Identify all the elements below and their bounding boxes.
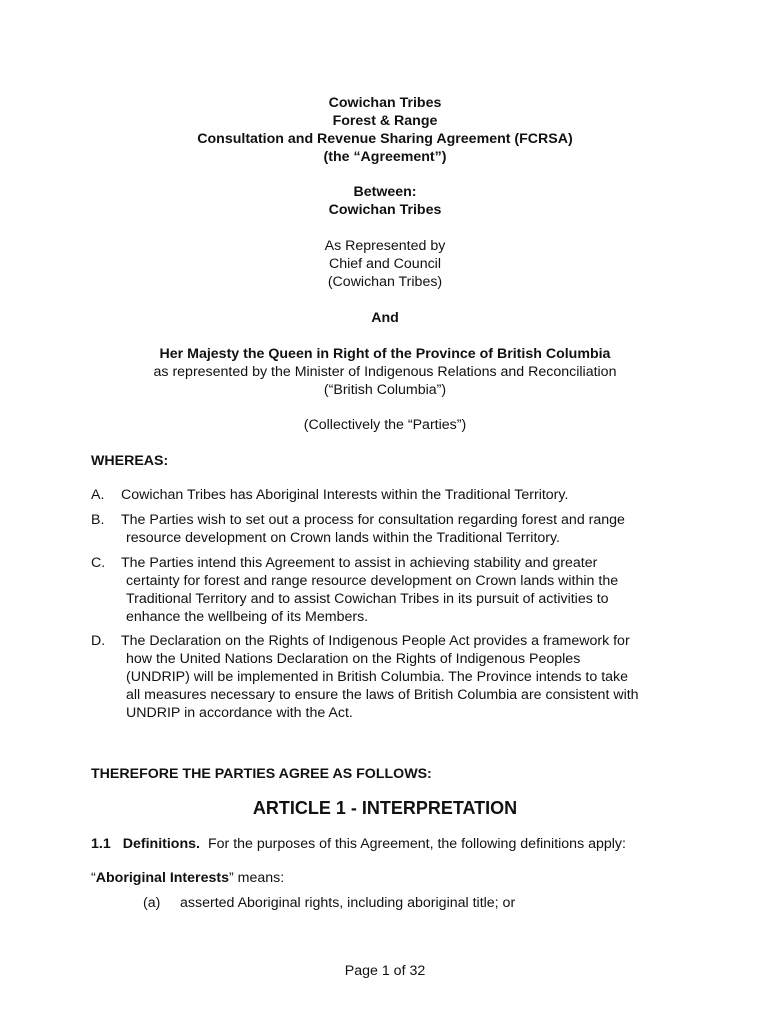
whereas-line: how the United Nations Declaration on the Rights of Indigenous Peoples bbox=[126, 651, 581, 667]
section-text: For the purposes of this Agreement, the following definitions apply: bbox=[207, 836, 626, 852]
whereas-heading: WHEREAS: bbox=[91, 453, 169, 469]
whereas-line: Cowichan Tribes has Aboriginal Interests within the Traditional Territory. bbox=[121, 487, 569, 503]
page-number: Page 1 of 32 bbox=[344, 963, 426, 979]
party-one-short: (Cowichan Tribes) bbox=[327, 274, 443, 290]
whereas-line: all measures necessary to ensure the laws of British Columbia are consistent with bbox=[126, 687, 639, 703]
whereas-line: resource development on Crown lands within the Traditional Territory. bbox=[126, 530, 560, 546]
section-number: 1.1 bbox=[91, 836, 111, 852]
agreement-title-subject: Forest & Range bbox=[332, 113, 438, 129]
whereas-line: (UNDRIP) will be implemented in British Columbia. The Province intends to take bbox=[126, 669, 629, 685]
whereas-line: The Parties wish to set out a process for consultation regarding forest and range bbox=[121, 512, 625, 528]
section-title: Definitions. bbox=[122, 836, 200, 852]
definition-term-line bbox=[91, 869, 284, 887]
whereas-item-text bbox=[121, 486, 681, 504]
definition-means: ” means: bbox=[228, 870, 285, 886]
whereas-item-text bbox=[121, 632, 681, 722]
agreement-short-name: (the “Agreement”) bbox=[323, 149, 447, 165]
chief-and-council-line: Chief and Council bbox=[329, 256, 441, 272]
party-two-represented: as represented by the Minister of Indigenous Relations and Reconciliation bbox=[153, 364, 617, 380]
whereas-line: The Parties intend this Agreement to assist in achieving stability and greater bbox=[121, 555, 598, 571]
whereas-item-text bbox=[121, 554, 681, 626]
between-label: Between: bbox=[353, 184, 417, 200]
party-two-short: (“British Columbia”) bbox=[323, 382, 447, 398]
therefore-heading: THEREFORE THE PARTIES AGREE AS FOLLOWS: bbox=[91, 766, 432, 782]
whereas-item-label: C. bbox=[91, 555, 106, 571]
whereas-line: certainty for forest and range resource development on Crown lands within the bbox=[126, 573, 619, 589]
whereas-line: The Declaration on the Rights of Indigenous People Act provides a framework for bbox=[121, 633, 630, 649]
definition-sub-label: (a) bbox=[143, 895, 161, 911]
whereas-item-label: B. bbox=[91, 512, 105, 528]
article-title: ARTICLE 1 - INTERPRETATION bbox=[252, 798, 518, 818]
whereas-line: enhance the wellbeing of its Members. bbox=[126, 609, 369, 625]
agreement-title-party: Cowichan Tribes bbox=[328, 95, 442, 111]
agreement-title-full: Consultation and Revenue Sharing Agreement (FCRSA) bbox=[197, 131, 573, 147]
section-definitions bbox=[91, 835, 691, 853]
and-label: And bbox=[371, 310, 399, 326]
collectively-parties: (Collectively the “Parties”) bbox=[303, 417, 467, 433]
definition-sub-text: asserted Aboriginal rights, including aboriginal title; or bbox=[180, 895, 516, 911]
represented-by-line: As Represented by bbox=[324, 238, 446, 254]
whereas-item-label: A. bbox=[91, 487, 105, 503]
party-one-name: Cowichan Tribes bbox=[328, 202, 442, 218]
whereas-line: UNDRIP in accordance with the Act. bbox=[126, 705, 353, 721]
whereas-item-label: D. bbox=[91, 633, 106, 649]
party-two-name: Her Majesty the Queen in Right of the Province of British Columbia bbox=[159, 346, 611, 362]
whereas-line: Traditional Territory and to assist Cowichan Tribes in its pursuit of activities to bbox=[126, 591, 609, 607]
definition-open-quote: “ bbox=[91, 870, 96, 886]
whereas-item-text bbox=[121, 511, 681, 547]
definition-term: Aboriginal Interests bbox=[95, 870, 229, 886]
